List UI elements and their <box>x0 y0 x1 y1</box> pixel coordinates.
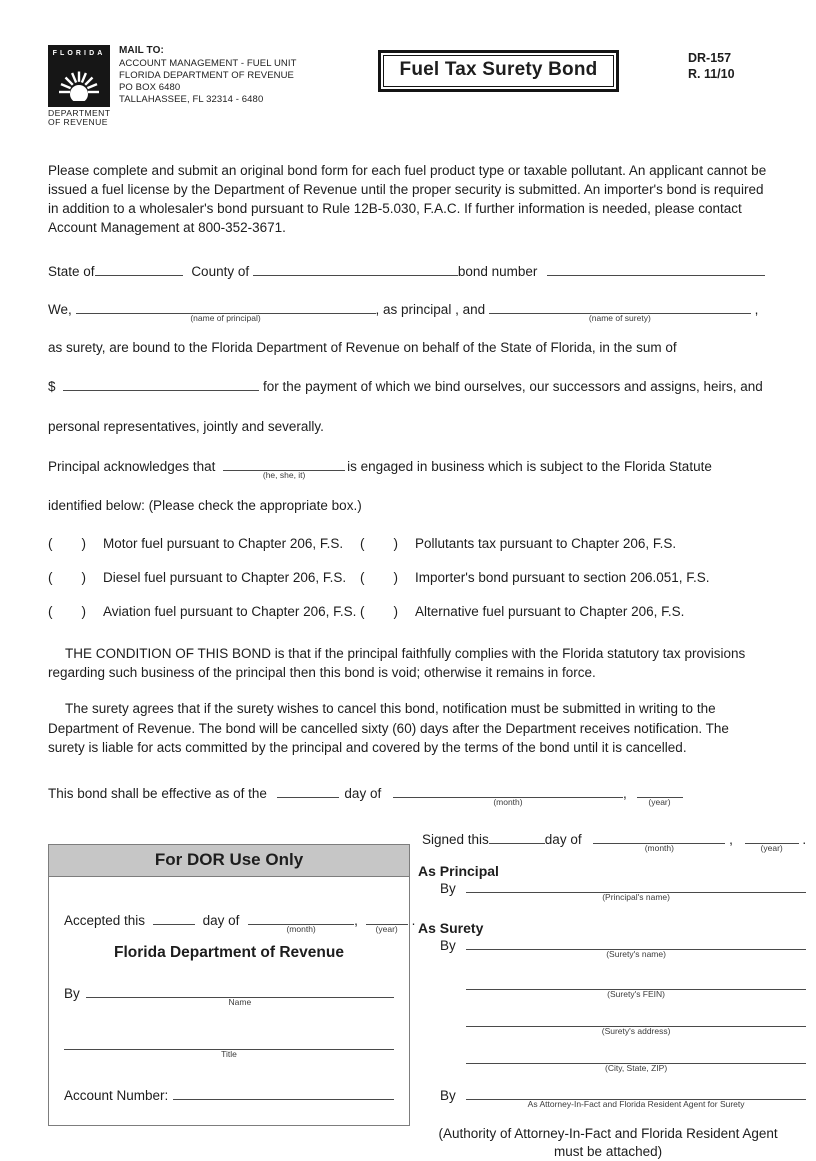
effective-year-blank[interactable] <box>637 795 683 807</box>
effective-comma: , <box>622 785 627 801</box>
county-blank[interactable] <box>253 273 458 276</box>
by-label: By <box>440 880 456 896</box>
checkbox-parens[interactable]: ( ) <box>48 604 86 620</box>
fuel-type-checkbox-grid <box>48 536 768 619</box>
logo-dept-line1: DEPARTMENT <box>48 108 110 118</box>
attorney-in-fact-caption: As Attorney-In-Fact and Florida Resident Agent for Surety <box>527 1098 745 1109</box>
sum-text: for the payment of which we bind ourselves, our successors and assigns, heirs, and <box>263 378 763 394</box>
county-of-label: County of <box>191 263 250 279</box>
motor-fuel-label: Motor fuel pursuant to Chapter 206, F.S. <box>103 536 344 552</box>
mail-to-block <box>119 45 309 106</box>
as-principal-and-label: , as principal , and <box>375 301 486 317</box>
principal-by-row <box>440 880 806 902</box>
he-she-it-caption: (he, she, it) <box>262 469 306 480</box>
alternative-fuel-label: Alternative fuel pursuant to Chapter 206, F.S. <box>415 604 685 620</box>
year-caption: (year) <box>375 923 398 934</box>
signed-day-of-label: day of <box>544 831 582 847</box>
mail-to-line: FLORIDA DEPARTMENT OF REVENUE <box>119 69 294 81</box>
surety-address-row <box>466 1024 806 1036</box>
account-number-label: Account Number: <box>64 1087 169 1103</box>
effective-day-blank[interactable] <box>277 795 339 798</box>
identified-below-line: identified below: (Please check the appropriate box.) <box>48 497 362 513</box>
surety-by-row <box>440 937 806 959</box>
suretys-fein-caption: (Surety's FEIN) <box>607 988 665 999</box>
sum-amount-blank[interactable] <box>63 388 259 391</box>
diesel-fuel-checkbox[interactable] <box>48 570 360 585</box>
form-number-block <box>688 45 768 83</box>
mail-to-line: PO BOX 6480 <box>119 82 181 94</box>
aviation-fuel-label: Aviation fuel pursuant to Chapter 206, F.S. <box>103 604 357 620</box>
florida-dor-logo <box>48 45 110 132</box>
we-label: We, <box>48 301 72 317</box>
surety-city-blank[interactable] <box>466 1061 806 1073</box>
title-caption: Title <box>221 1048 237 1059</box>
florida-sunburst-logo-icon <box>48 45 110 127</box>
year-caption: (year) <box>760 842 783 853</box>
by-label: By <box>440 1087 456 1103</box>
dor-title-row <box>64 1047 394 1059</box>
intro-paragraph: Please complete and submit an original bond form for each fuel product type or taxable pollutant. An applicant cannot be issued a fuel license by the Department of Revenue until the proper security is submitted. An importer's bond is required in addition to a wholesaler's bond pursuant to Rule 12B-5.030, F.A.C. If further information is needed, please contact Account Management at 800-352-3671. <box>48 163 767 236</box>
suretys-name-caption: (Surety's name) <box>606 948 666 959</box>
signatures-column <box>410 813 806 1161</box>
checkbox-parens[interactable]: ( ) <box>48 536 86 552</box>
dor-column <box>48 813 416 1161</box>
ack-post-label: is engaged in business which is subject to the Florida Statute <box>347 458 712 474</box>
dor-by-row <box>64 985 394 1007</box>
form-title-box <box>378 50 620 92</box>
form-header <box>48 45 768 132</box>
by-label: By <box>440 937 456 953</box>
suretys-address-caption: (Surety's address) <box>601 1025 671 1036</box>
signed-this-label: Signed this <box>422 831 489 847</box>
dor-box-body <box>49 877 416 1125</box>
surety-name-blank[interactable] <box>489 311 751 323</box>
account-number-blank[interactable] <box>173 1097 394 1100</box>
principals-name-caption: (Principal's name) <box>602 891 670 902</box>
dor-dept-title: Florida Department of Revenue <box>114 943 344 961</box>
surety-signature-blank[interactable] <box>466 947 806 959</box>
accepted-day-of-label: day of <box>202 912 240 928</box>
signed-year-blank[interactable] <box>745 841 799 853</box>
alternative-fuel-checkbox[interactable] <box>360 604 768 619</box>
importers-bond-checkbox[interactable] <box>360 570 768 585</box>
ack-pre-label: Principal acknowledges that <box>48 458 216 474</box>
as-surety-paragraph: as surety, are bound to the Florida Department of Revenue on behalf of the State of Florida, in the sum of <box>48 339 677 355</box>
pollutants-tax-checkbox[interactable] <box>360 536 768 551</box>
principal-signature-blank[interactable] <box>466 890 806 902</box>
signed-period: . <box>802 831 807 847</box>
year-caption: (year) <box>648 796 671 807</box>
attorney-authority-note: (Authority of Attorney-In-Fact and Florida Resident Agent must be attached) <box>438 1125 778 1160</box>
checkbox-parens[interactable]: ( ) <box>360 604 398 620</box>
month-caption: (month) <box>644 842 674 853</box>
state-county-bond-row <box>48 264 768 279</box>
form-title: Fuel Tax Surety Bond <box>383 55 615 87</box>
signature-section <box>48 813 807 1161</box>
accepted-date-row <box>64 912 416 934</box>
state-of-label: State of <box>48 263 95 279</box>
checkbox-parens[interactable]: ( ) <box>360 570 398 586</box>
condition-paragraph: THE CONDITION OF THIS BOND is that if the principal faithfully complies with the Florida statutory tax provisions regarding such business of the principal then this bond is void; otherwise it remains in force. <box>48 646 746 681</box>
accepted-day-blank[interactable] <box>153 922 195 925</box>
accepted-month-blank[interactable] <box>248 922 354 934</box>
accepted-year-blank[interactable] <box>366 922 408 934</box>
as-surety-heading: As Surety <box>418 919 484 936</box>
effective-month-blank[interactable] <box>393 795 623 807</box>
name-caption: Name <box>228 996 252 1007</box>
dor-name-blank[interactable] <box>86 995 394 1007</box>
signed-date-row <box>422 831 807 853</box>
accepted-period: . <box>411 912 416 928</box>
mail-to-line: TALLAHASSEE, FL 32314 - 6480 <box>119 94 264 106</box>
state-blank[interactable] <box>95 273 183 276</box>
mail-to-line: ACCOUNT MANAGEMENT - FUEL UNIT <box>119 57 297 69</box>
name-of-principal-caption: (name of principal) <box>190 312 261 323</box>
pronoun-blank[interactable] <box>223 468 345 480</box>
signed-comma: , <box>729 831 733 847</box>
principal-surety-row <box>48 301 768 323</box>
mail-to-label: MAIL TO: <box>119 45 164 56</box>
name-of-surety-caption: (name of surety) <box>588 312 651 323</box>
dollar-sign: $ <box>48 378 56 394</box>
signed-month-blank[interactable] <box>593 841 725 853</box>
surety-address-blank[interactable] <box>466 1024 806 1036</box>
as-principal-heading: As Principal <box>418 862 499 879</box>
account-number-row <box>64 1088 394 1103</box>
importers-bond-label: Importer's bond pursuant to section 206.051, F.S. <box>415 570 710 586</box>
surety-fein-blank[interactable] <box>466 987 806 999</box>
form-revision: R. 11/10 <box>688 67 735 82</box>
checkbox-parens[interactable]: ( ) <box>48 570 86 586</box>
logo-dept-line2: OF REVENUE <box>48 117 108 127</box>
attorney-by-row <box>440 1087 806 1109</box>
aviation-fuel-checkbox[interactable] <box>48 604 360 619</box>
surety-cancel-paragraph: The surety agrees that if the surety wishes to cancel this bond, notification must be submitted in writing to the Department of Revenue. The bond will be cancelled sixty (60) days after the Department receives notification. The surety is liable for acts committed by the principal and covered by the terms of the bond until it is cancelled. <box>48 701 729 755</box>
surety-city-row <box>466 1061 806 1073</box>
pollutants-tax-label: Pollutants tax pursuant to Chapter 206, F.S. <box>415 536 677 552</box>
trailing-comma: , <box>754 301 759 317</box>
logo-state-text: FLORIDA <box>52 50 106 57</box>
motor-fuel-checkbox[interactable] <box>48 536 360 551</box>
attorney-signature-blank[interactable] <box>466 1097 806 1109</box>
sum-text-line2: personal representatives, jointly and severally. <box>48 418 324 434</box>
checkbox-parens[interactable]: ( ) <box>360 536 398 552</box>
month-caption: (month) <box>286 923 316 934</box>
signed-day-blank[interactable] <box>489 841 545 844</box>
accepted-this-label: Accepted this <box>64 912 146 928</box>
dor-box-header: For DOR Use Only <box>49 845 409 877</box>
bond-number-label: bond number <box>457 263 538 279</box>
effective-date-row <box>48 785 768 807</box>
accepted-comma: , <box>354 912 358 928</box>
sum-row <box>48 379 768 394</box>
diesel-fuel-label: Diesel fuel pursuant to Chapter 206, F.S. <box>103 570 347 586</box>
month-caption: (month) <box>493 796 523 807</box>
title-area <box>309 45 688 92</box>
principal-name-blank[interactable] <box>76 311 376 323</box>
effective-pre-label: This bond shall be effective as of the <box>48 785 267 801</box>
surety-fein-row <box>466 987 806 999</box>
dor-by-label: By <box>64 985 80 1001</box>
dor-title-blank[interactable] <box>64 1047 394 1059</box>
bond-number-blank[interactable] <box>547 273 765 276</box>
city-state-zip-caption: (City, State, ZIP) <box>604 1062 668 1073</box>
form-number: DR-157 <box>688 51 732 65</box>
effective-day-of-label: day of <box>344 785 382 801</box>
acknowledgement-row <box>48 458 768 480</box>
for-dor-use-only-box <box>48 844 416 1126</box>
